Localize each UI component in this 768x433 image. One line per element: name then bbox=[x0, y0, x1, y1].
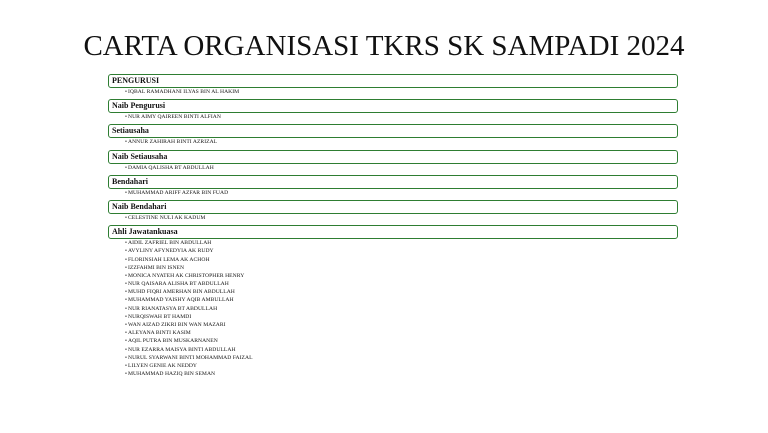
member-list bbox=[108, 164, 678, 172]
member-name: NUR AIMY QAIREEN BINTI ALFIAN bbox=[128, 114, 221, 121]
bullet-icon: • bbox=[125, 248, 128, 255]
role-box: PENGURUSI bbox=[108, 74, 678, 88]
bullet-icon: • bbox=[125, 354, 128, 361]
list-item bbox=[125, 346, 678, 354]
list-item bbox=[125, 256, 678, 264]
member-name: ANNUR ZAHIRAH BINTI AZRIZAL bbox=[128, 139, 218, 146]
role-group-naib-pengurusi bbox=[108, 99, 678, 121]
list-item bbox=[125, 113, 678, 121]
member-name: MUHD FIQRI AMERHAN BIN ABDULLAH bbox=[128, 289, 235, 296]
member-name: MUHAMMAD YAISHY AQIB AMBULLAH bbox=[128, 297, 234, 304]
member-list bbox=[108, 113, 678, 121]
member-name: AVYLINY AFYNEDYIA AK RUDY bbox=[128, 248, 214, 255]
bullet-icon: • bbox=[125, 214, 128, 221]
role-box: Setiausaha bbox=[108, 124, 678, 138]
bullet-icon: • bbox=[125, 89, 128, 95]
member-name: NUR RIANATASYA BT ABDULLAH bbox=[128, 305, 218, 312]
list-item bbox=[125, 239, 678, 247]
list-item bbox=[125, 247, 678, 255]
bullet-icon: • bbox=[125, 289, 128, 296]
list-item bbox=[125, 370, 678, 378]
bullet-icon: • bbox=[125, 281, 128, 288]
member-name: DAMIA QALISHA BT ABDULLAH bbox=[128, 164, 214, 171]
list-item bbox=[125, 280, 678, 288]
member-name: CELESTINE NULI AK KADUM bbox=[128, 214, 206, 221]
bullet-icon: • bbox=[125, 346, 128, 353]
member-name: MUHAMMAD HAZIQ BIN SEMAN bbox=[128, 371, 216, 378]
member-name: LILYEN GENIE AK NEDDY bbox=[128, 362, 197, 369]
role-box: Ahli Jawatankuasa bbox=[108, 225, 678, 239]
role-box: Naib Pengurusi bbox=[108, 99, 678, 113]
bullet-icon: • bbox=[125, 362, 128, 369]
bullet-icon: • bbox=[125, 240, 128, 247]
member-name: AIDIL ZAFRIEL BIN ABDULLAH bbox=[128, 240, 212, 247]
list-item bbox=[125, 296, 678, 304]
member-name: FLORINSIAH LEMA AK ACHOH bbox=[128, 256, 210, 263]
member-name: ALEYANA BINTI KASIM bbox=[128, 330, 191, 337]
bullet-icon: • bbox=[125, 371, 128, 378]
member-list bbox=[108, 88, 678, 96]
bullet-icon: • bbox=[125, 256, 128, 263]
member-name: NUR QAISARA ALISHA BT ABDULLAH bbox=[128, 281, 229, 288]
bullet-icon: • bbox=[125, 313, 128, 320]
list-item bbox=[125, 362, 678, 370]
member-name: NURQISWAH BT HAMDI bbox=[128, 313, 192, 320]
member-name: IQBAL RAMADHANI ILYAS BIN AL HAKIM bbox=[128, 89, 240, 95]
list-item bbox=[125, 313, 678, 321]
member-name: MONICA NYATEH AK CHRISTOPHER HENRY bbox=[128, 272, 245, 279]
bullet-icon: • bbox=[125, 330, 128, 337]
org-chart bbox=[108, 74, 678, 381]
bullet-icon: • bbox=[125, 272, 128, 279]
list-item bbox=[125, 189, 678, 197]
bullet-icon: • bbox=[125, 305, 128, 312]
bullet-icon: • bbox=[125, 264, 128, 271]
list-item bbox=[125, 329, 678, 337]
bullet-icon: • bbox=[125, 338, 128, 345]
bullet-icon: • bbox=[125, 322, 128, 328]
bullet-icon: • bbox=[125, 297, 128, 304]
bullet-icon: • bbox=[125, 164, 128, 171]
bullet-icon: • bbox=[125, 189, 128, 196]
member-list bbox=[108, 239, 678, 378]
member-name: WAN AIZAD ZIKRI BIN WAN MAZARI bbox=[128, 322, 226, 328]
list-item bbox=[125, 272, 678, 280]
list-item bbox=[125, 214, 678, 222]
role-group-bendahari bbox=[108, 175, 678, 197]
list-item bbox=[125, 321, 678, 329]
member-list bbox=[108, 138, 678, 146]
member-list bbox=[108, 189, 678, 197]
bullet-icon: • bbox=[125, 114, 128, 121]
member-name: AQIL PUTRA BIN MUSKARNANEN bbox=[128, 338, 218, 345]
role-group-pengurusi bbox=[108, 74, 678, 96]
list-item bbox=[125, 337, 678, 345]
list-item bbox=[125, 288, 678, 296]
member-name: IZZFAHMI BIN ISNEN bbox=[128, 264, 185, 271]
role-box: Bendahari bbox=[108, 175, 678, 189]
role-group-setiausaha bbox=[108, 124, 678, 146]
role-box: Naib Bendahari bbox=[108, 200, 678, 214]
list-item bbox=[125, 164, 678, 172]
list-item bbox=[125, 305, 678, 313]
member-name: MUHAMMAD ARIFF AZFAR BIN FUAD bbox=[128, 189, 229, 196]
role-group-naib-setiausaha bbox=[108, 150, 678, 172]
bullet-icon: • bbox=[125, 139, 128, 146]
role-group-ahli-jawatankuasa bbox=[108, 225, 678, 378]
list-item bbox=[125, 88, 678, 96]
list-item bbox=[125, 264, 678, 272]
page-title: CARTA ORGANISASI TKRS SK SAMPADI 2024 bbox=[83, 30, 685, 62]
role-box: Naib Setiausaha bbox=[108, 150, 678, 164]
role-group-naib-bendahari bbox=[108, 200, 678, 222]
list-item bbox=[125, 354, 678, 362]
member-list bbox=[108, 214, 678, 222]
member-name: NUR EZARRA MAISYA BINTI ABDULLAH bbox=[128, 346, 236, 353]
member-name: NURUL SYARWANI BINTI MOHAMMAD FAIZAL bbox=[128, 354, 253, 361]
list-item bbox=[125, 138, 678, 146]
